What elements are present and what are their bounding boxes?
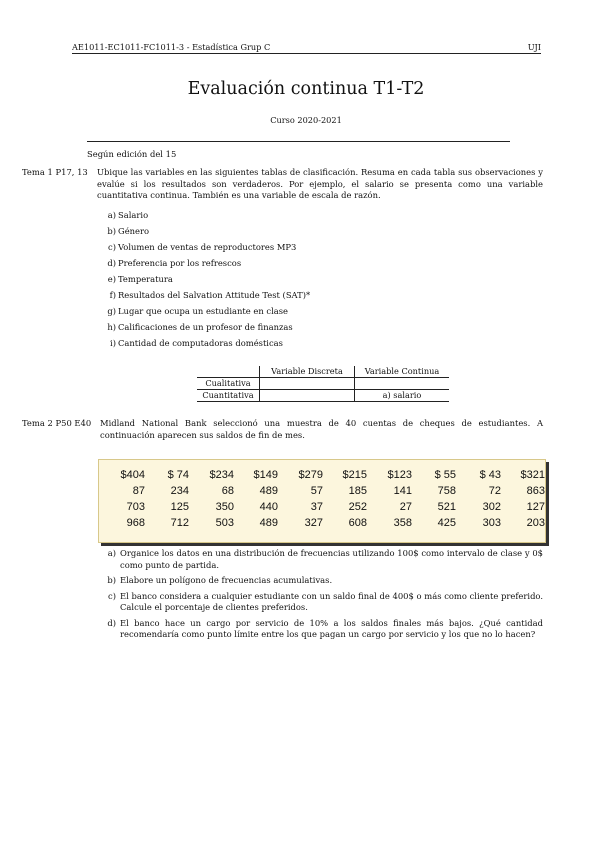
list-item: a) Organice los datos en una distribución de frecuencias utilizando 100$ como intervalo de clase y 0$ como punto de partida. [107, 548, 543, 570]
list-item: c) El banco considera a cualquier estudiante con un saldo final de 400$ o más como cliente preferido. Calcule el porcentaje de clientes preferidos. [108, 590, 543, 612]
list-item: e) Temperatura [107, 274, 173, 284]
header-rule [72, 53, 541, 54]
tema2-label: Tema 2 P50 E40 [22, 418, 92, 428]
table-row: Cuantitativa a) salario [197, 390, 449, 402]
table-header-row: Variable Discreta Variable Continua [197, 366, 449, 378]
tema1-variable-list [104, 210, 310, 354]
list-item: b) Elabore un polígono de frecuencias acumulativas. [107, 575, 333, 585]
tema1-label: Tema 1 P17, 13 [22, 167, 88, 177]
list-item: g) Lugar que ocupa un estudiante en clase [107, 306, 288, 316]
tema2-statement: Midland National Bank seleccionó una muestra de 40 cuentas de cheques de estudiantes. A continuación aparecen sus saldos de fin de mes. [100, 418, 543, 440]
edition-note: Según edición del 15 [87, 149, 177, 159]
list-item: i) Cantidad de computadoras domésticas [110, 338, 283, 348]
course-code: AE1011-EC1011-FC1011-3 - Estadística Grup C [72, 42, 271, 52]
page-header [72, 42, 541, 52]
tema1-statement: Ubique las variables en las siguientes tablas de clasificación. Resuma en cada tabla sus observaciones y evalúe si los resultados son verdaderos. Por ejemplo, el salario se presenta como una variable cuantitativa continua. También es una variable de escala de razón. [97, 167, 543, 200]
list-item: c) Volumen de ventas de reproductores MP3 [108, 242, 297, 252]
table-row: 703 125 350 440 37 252 27 521 302 127 [126, 501, 545, 513]
table-row: Cualitativa [197, 378, 449, 390]
balances-data-table [98, 459, 546, 543]
table-row: $404 $ 74 $234 $149 $279 $215 $123 $ 55 $ 43 $321 [120, 469, 545, 481]
list-item: d) Preferencia por los refrescos [107, 258, 242, 268]
university: UJI [527, 42, 541, 52]
list-item: b) Género [107, 226, 150, 236]
list-item: f) Resultados del Salvation Attitude Test (SAT)* [109, 290, 311, 300]
list-item: h) Calificaciones de un profesor de finanzas [107, 322, 293, 332]
list-item: d) El banco hace un cargo por servicio de 10% a los saldos finales más bajos. ¿Qué cantidad recomendaría como punto límite entre los que pagan un cargo por servicio y los que no lo hacen? [107, 617, 543, 639]
classification-table [197, 366, 449, 402]
page-title: Evaluación continua T1-T2 [187, 79, 425, 99]
table-row: 87 234 68 489 57 185 141 758 72 863 [132, 485, 545, 497]
section-rule [87, 141, 510, 142]
tema2-question-list [104, 548, 543, 645]
course-year: Curso 2020-2021 [270, 115, 342, 125]
list-item: a) Salario [107, 210, 149, 220]
table-row: 968 712 503 489 327 608 358 425 303 203 [126, 517, 545, 529]
